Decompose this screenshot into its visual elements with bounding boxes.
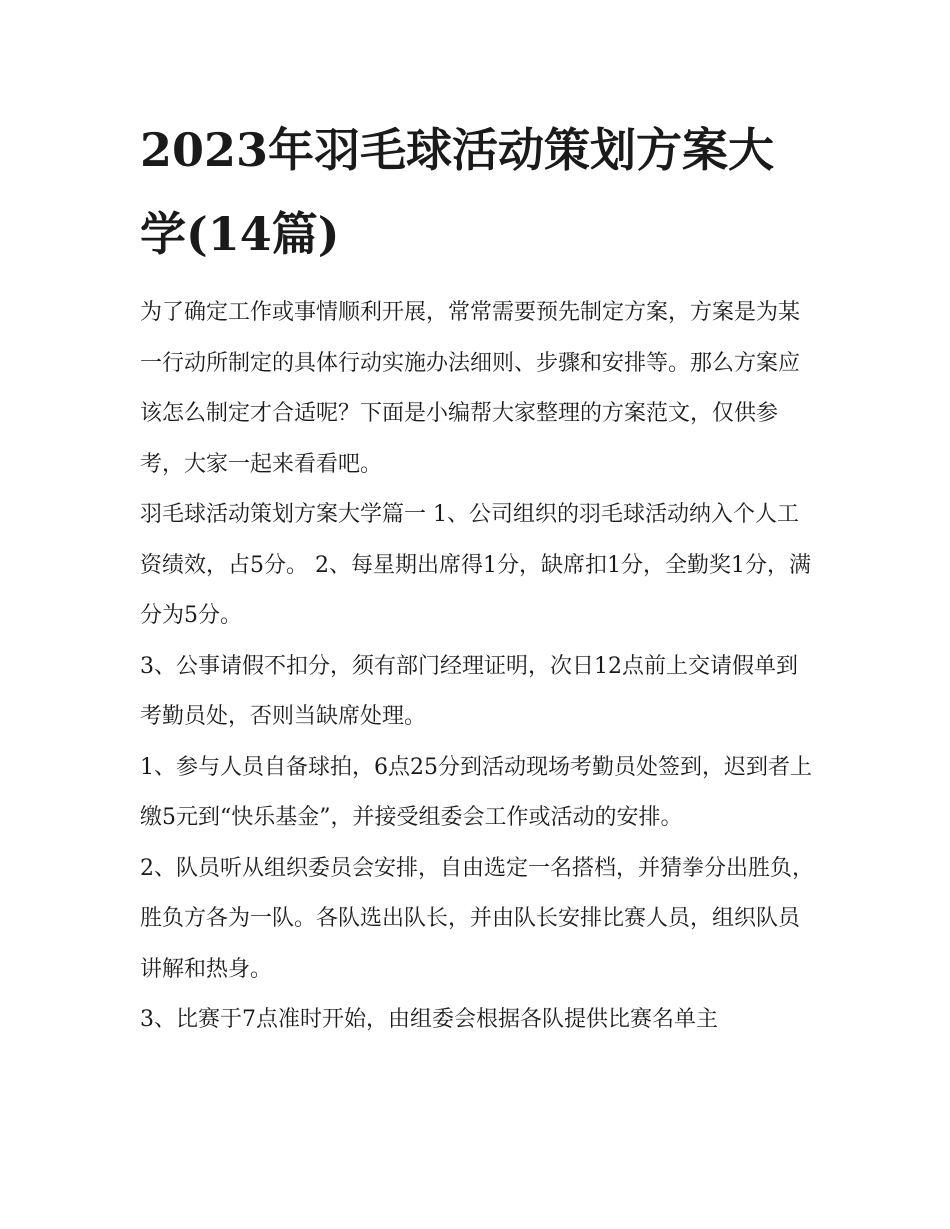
paragraph-section-one: 羽毛球活动策划方案大学篇一 1、公司组织的羽毛球活动纳入个人工资绩效，占5分。 2、每星期出席得1分，缺席扣1分，全勤奖1分，满分为5分。 (140, 502, 811, 628)
paragraph-leave-rule: 3、公事请假不扣分，须有部门经理证明，次日12点前上交请假单到考勤员处，否则当缺席处理。 (140, 653, 798, 729)
paragraph-team-rule: 2、队员听从组织委员会安排，自由选定一名搭档，并猜拳分出胜负，胜负方各为一队。各队选出队长，并由队长安排比赛人员，组织队员讲解和热身。 (140, 855, 814, 982)
document-title: 2023年羽毛球活动策划方案大学(14篇) (140, 123, 775, 261)
paragraph-intro: 为了确定工作或事情顺利开展，常常需要预先制定方案，方案是为某一行动所制定的具体行动实施办法细则、步骤和安排等。那么方案应该怎么制定才合适呢？下面是小编帮大家整理的方案范文，仅供参考，大家一起来看看吧。 (140, 300, 801, 477)
paragraph-match-start: 3、比赛于7点准时开始，由组委会根据各队提供比赛名单主 (140, 1007, 718, 1032)
paragraph-equipment-rule: 1、参与人员自备球拍，6点25分到活动现场考勤员处签到，迟到者上缴5元到“快乐基金”，并接受组委会工作或活动的安排。 (140, 754, 812, 830)
document-page (140, 108, 816, 1046)
